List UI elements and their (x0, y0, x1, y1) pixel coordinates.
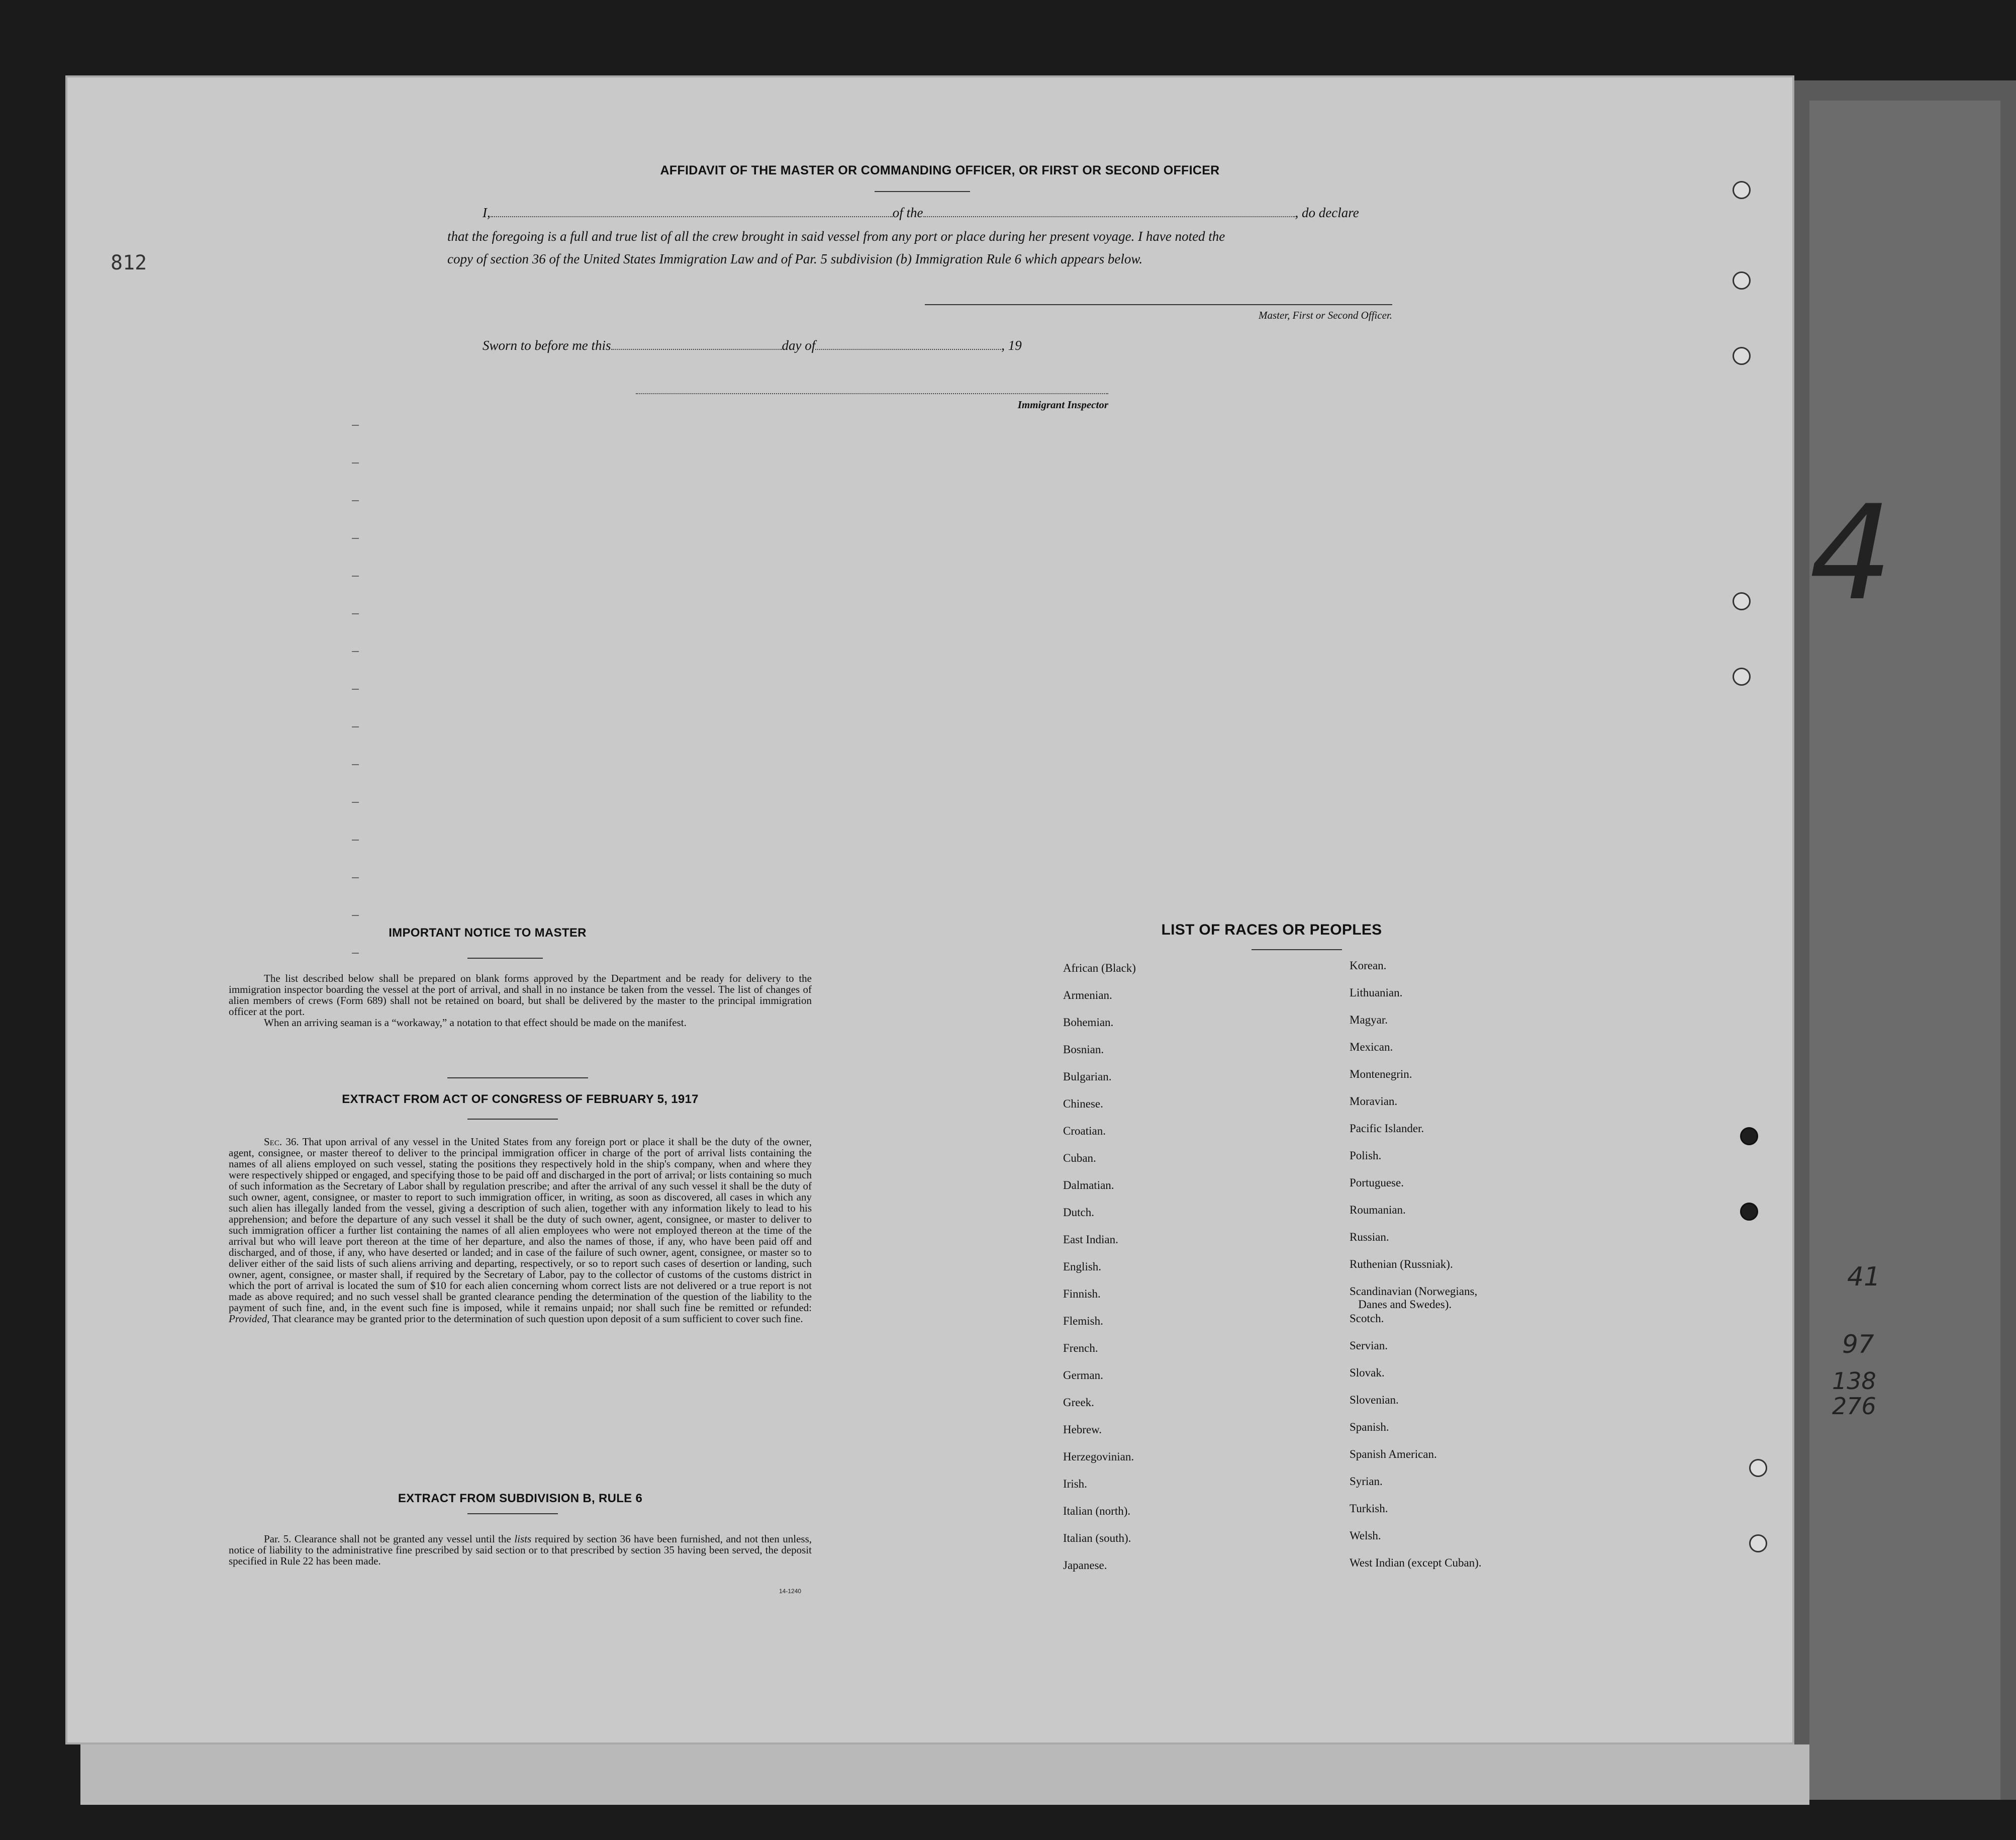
notice-divider (447, 1077, 588, 1078)
notice-rule (467, 958, 543, 959)
lists-word: lists (514, 1533, 532, 1545)
race-item: Korean. (1350, 959, 1387, 972)
side-count-4: 276 (1832, 1393, 1876, 1420)
race-item: Dalmatian. (1063, 1179, 1114, 1191)
affidavit-line-3: copy of section 36 of the United States Immigration Law and of Par. 5 subdivision (b) Immigration Rule 6 which appears below. (447, 251, 1143, 266)
i-label: I, (483, 205, 491, 220)
punch-hole (1733, 592, 1751, 610)
page-stamp: 812 (111, 251, 147, 274)
section-36-text-end: That clearance may be granted prior to the determination of such question upon deposit of a sum sufficient to cover such fine. (272, 1313, 803, 1325)
race-item: West Indian (except Cuban). (1350, 1556, 1482, 1569)
row-tick (352, 915, 359, 916)
affidavit-line-2: that the foregoing is a full and true list of all the crew brought in said vessel from any port or place during her present voyage. I have noted the (447, 229, 1225, 244)
row-tick (352, 613, 359, 614)
row-tick (352, 802, 359, 803)
race-item: Italian (south). (1063, 1532, 1131, 1544)
row-tick (352, 764, 359, 765)
act-extract-rule (467, 1119, 558, 1120)
side-number: 4 (1809, 478, 1893, 629)
row-tick (352, 689, 359, 690)
row-tick (352, 500, 359, 501)
signature-label: Master, First or Second Officer. (1259, 309, 1392, 321)
par5-text-a: Par. 5. Clearance shall not be granted any vessel until the (264, 1533, 511, 1545)
races-rule (1252, 949, 1342, 950)
punch-hole (1740, 1203, 1758, 1221)
race-item: Mexican. (1350, 1041, 1393, 1053)
race-item: Polish. (1350, 1149, 1382, 1162)
master-name-field[interactable] (491, 216, 893, 217)
race-item: Spanish. (1350, 1421, 1389, 1433)
race-item: Spanish American. (1350, 1448, 1437, 1460)
race-item: Turkish. (1350, 1502, 1388, 1515)
race-item: Portuguese. (1350, 1176, 1404, 1189)
race-item: Herzegovinian. (1063, 1450, 1134, 1463)
race-item: Lithuanian. (1350, 986, 1403, 999)
manifest-sheet (65, 75, 1794, 1744)
race-item: Italian (north). (1063, 1505, 1131, 1517)
race-item: Chinese. (1063, 1097, 1103, 1110)
punch-hole (1749, 1459, 1767, 1477)
section-label: Sec. 36. (264, 1136, 299, 1148)
inspector-label: Immigrant Inspector (1017, 399, 1108, 411)
section-36-text: That upon arrival of any vessel in the United States from any foreign port or place it shall be the duty of the owner, agent, consignee, or master thereof to deliver to the principal immigration officer in charge of the port of arrival lists containing the names of all aliens employed on such vessel, stating the positions they respectively hold in the ship's company, when and where they were respectively shipped or engaged, and specifying those to be paid off and discharged in the port of arrival; or lists containing so much of such information as the Secretary of Labor shall by regulation prescribe; and after the arrival of any such vessel it shall be the duty of such owner, agent, consignee, or master to report to such immigration officer, in writing, as soon as discovered, all cases in which any such alien has illegally landed from the vessel, giving a description of such alien, together with any information likely to lead to his apprehension; and before the departure of any such vessel it shall be the duty of such owner, agent, consignee, or master to deliver to such immigration officer a further list containing the names of all alien employees who were not employed thereon at the time of the arrival but who will leave port thereon at the time of her departure, and also the names of those, if any, who have been paid off and discharged, and of those, if any, who have deserted or landed; and in case of the failure of such owner, agent, consignee, or master so to deliver either of the said lists of such aliens arriving and departing, respectively, or so to report such cases of desertion or landing, such owner, agent, consignee, or master shall, if required by the Secretary of Labor, pay to the collector of customs of the customs district in which the port of arrival is located the sum of $10 for each alien concerning whom correct lists are not delivered or a true report is not made as above required; and no such vessel shall be granted clearance pending the determination of the question of the liability to the payment of such fine, and, in the event such fine is imposed, while it remains unpaid; nor shall such fine be remitted or refunded: (229, 1136, 812, 1314)
race-item: Hebrew. (1063, 1423, 1102, 1436)
punch-hole (1733, 347, 1751, 365)
punch-hole (1749, 1534, 1767, 1552)
row-tick (352, 877, 359, 878)
side-count-2: 97 (1842, 1330, 1874, 1359)
declare-label: , do declare (1295, 205, 1359, 220)
punch-hole (1733, 668, 1751, 686)
race-item: African (Black) (1063, 962, 1136, 974)
race-item: Moravian. (1350, 1095, 1398, 1108)
row-tick (352, 840, 359, 841)
row-tick (352, 651, 359, 652)
title-rule (875, 191, 970, 192)
race-item: Armenian. (1063, 989, 1112, 1001)
race-item: Welsh. (1350, 1529, 1381, 1542)
races-title: LIST OF RACES OR PEOPLES (1161, 922, 1382, 938)
race-item: Irish. (1063, 1478, 1087, 1490)
sworn-label: Sworn to before me this (483, 338, 611, 353)
row-tick (352, 576, 359, 577)
race-item: Greek. (1063, 1396, 1094, 1409)
rule-extract-title: EXTRACT FROM SUBDIVISION B, RULE 6 (398, 1492, 643, 1505)
affidavit-title: AFFIDAVIT OF THE MASTER OR COMMANDING OFFICER, OR FIRST OR SECOND OFFICER (660, 163, 1220, 177)
row-tick (352, 463, 359, 464)
year-label: , 19 (1001, 338, 1022, 353)
rule-extract-rule (467, 1513, 558, 1514)
race-item: Bulgarian. (1063, 1070, 1112, 1083)
back-sheet-edge (80, 1744, 1809, 1805)
race-item: Scotch. (1350, 1312, 1384, 1325)
race-item: Scandinavian (Norwegians, Danes and Swedes). (1350, 1285, 1478, 1311)
act-extract-title: EXTRACT FROM ACT OF CONGRESS OF FEBRUARY 5, 1917 (342, 1092, 699, 1106)
row-tick (352, 425, 359, 426)
race-item: Pacific Islander. (1350, 1122, 1424, 1135)
par5-text-b: required by section 36 have been furnished, and not then unless, notice of liability to the administrative fine prescribed by said section or to that prescribed by section 35 having been served, the deposit specified in Rule 22 has been made. (229, 1533, 812, 1567)
race-item: French. (1063, 1342, 1098, 1354)
race-item: Russian. (1350, 1231, 1389, 1243)
race-item: Bosnian. (1063, 1043, 1104, 1056)
race-item: Slovak. (1350, 1366, 1385, 1379)
row-tick (352, 953, 359, 954)
notice-title: IMPORTANT NOTICE TO MASTER (389, 926, 587, 940)
rule-extract-text (229, 1533, 812, 1567)
race-item: Magyar. (1350, 1014, 1388, 1026)
race-item: Roumanian. (1350, 1204, 1406, 1216)
punch-hole (1733, 271, 1751, 290)
race-item: Montenegrin. (1350, 1068, 1412, 1080)
side-count-3: 138 (1832, 1367, 1876, 1395)
race-item: Croatian. (1063, 1125, 1106, 1137)
row-tick (352, 538, 359, 539)
race-item: Syrian. (1350, 1475, 1383, 1488)
race-item: Japanese. (1063, 1559, 1107, 1572)
race-item: German. (1063, 1369, 1103, 1382)
race-item: East Indian. (1063, 1233, 1118, 1246)
race-item: Servian. (1350, 1339, 1388, 1352)
race-item: Dutch. (1063, 1206, 1094, 1219)
signature-line[interactable] (925, 304, 1392, 305)
race-item: Flemish. (1063, 1315, 1103, 1327)
inspector-signature-line[interactable] (636, 393, 1108, 394)
provided-label: Provided, (229, 1313, 270, 1325)
race-item: Finnish. (1063, 1287, 1101, 1300)
side-count-1: 41 (1847, 1262, 1881, 1292)
race-item: Bohemian. (1063, 1016, 1114, 1029)
punch-hole (1740, 1127, 1758, 1145)
row-tick (352, 726, 359, 727)
sworn-day-field[interactable] (611, 349, 782, 350)
race-item: Slovenian. (1350, 1394, 1399, 1406)
race-item: Ruthenian (Russniak). (1350, 1258, 1453, 1270)
vessel-name-field[interactable] (923, 216, 1295, 217)
punch-hole (1733, 181, 1751, 199)
notice-para-1: The list described below shall be prepared on blank forms approved by the Department and be ready for delivery to the immigration inspector boarding the vessel at the port of arrival, and shall in no instance be taken from the vessel. The list of changes of alien members of crews (Form 689) shall not be retained on board, but shall be delivered by the master to the principal immigration officer at the port. (229, 972, 812, 1018)
of-the-label: of the (892, 205, 923, 220)
affidavit-line-1 (483, 205, 1359, 221)
sworn-line (483, 338, 1022, 353)
underlying-page-edge (1809, 101, 2000, 1800)
race-item: English. (1063, 1260, 1102, 1273)
act-extract-text (229, 1136, 812, 1324)
day-of-label: day of (782, 338, 816, 353)
notice-para-2: When an arriving seaman is a “workaway,” a notation to that effect should be made on the manifest. (264, 1017, 687, 1029)
form-number: 14-1240 (779, 1588, 802, 1595)
race-item: Cuban. (1063, 1152, 1096, 1164)
sworn-month-field[interactable] (815, 349, 1001, 350)
